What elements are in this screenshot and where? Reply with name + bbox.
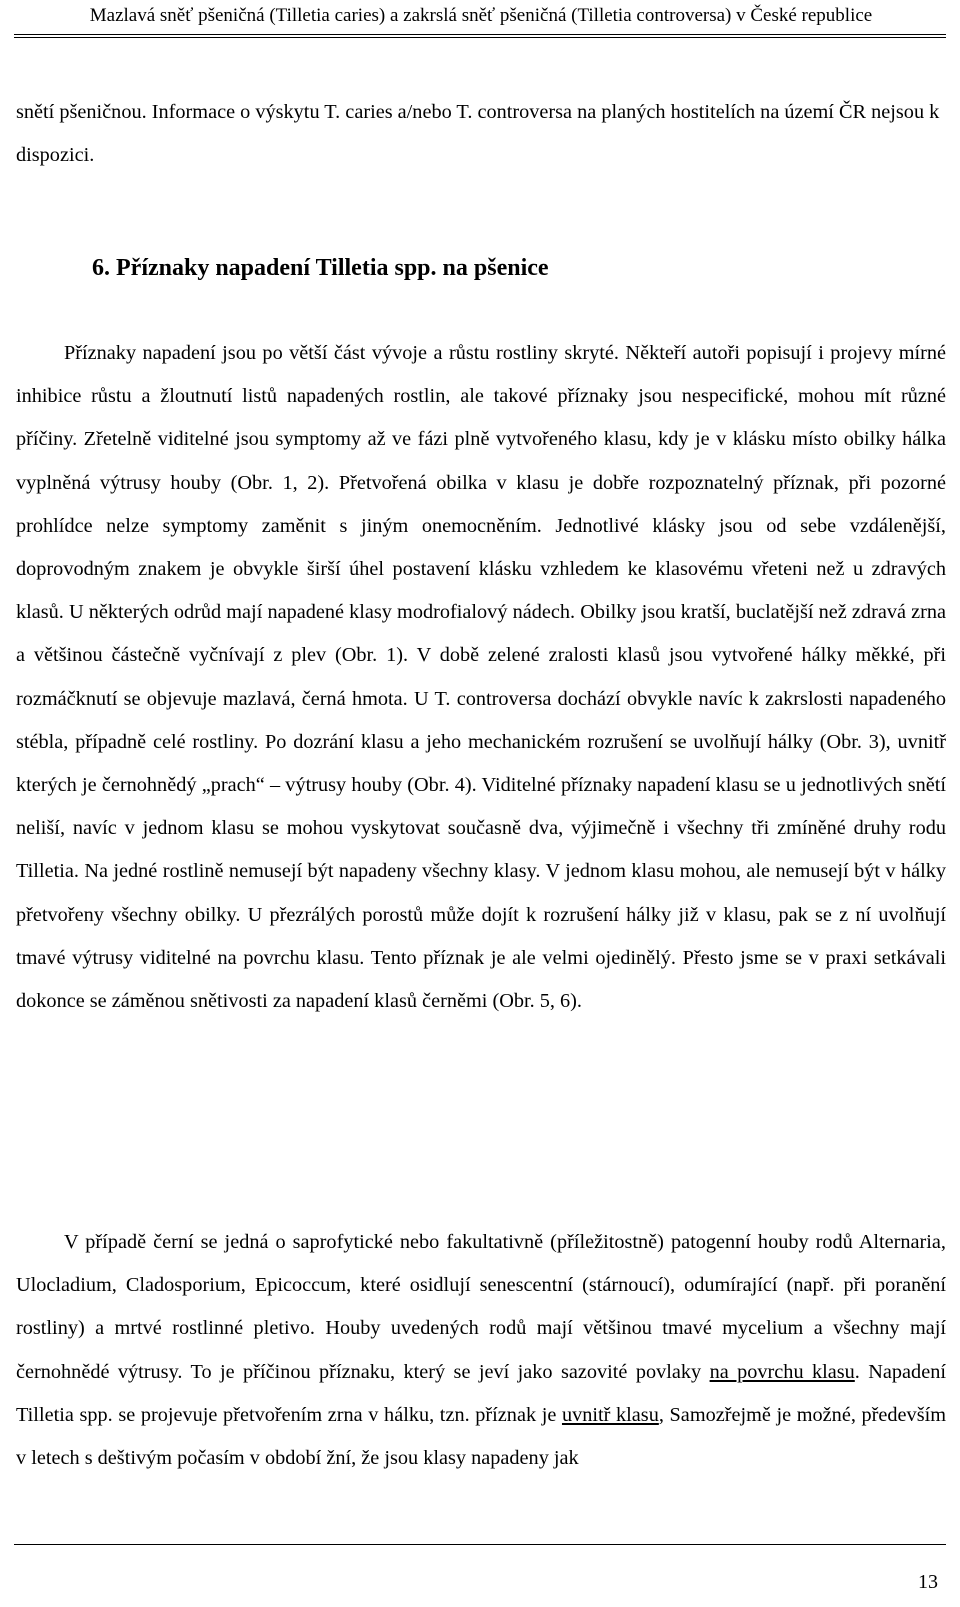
- intro-paragraph: snětí pšeničnou. Informace o výskytu T. caries a/nebo T. controversa na planých hostitelích na území ČR nejsou k dispozici.: [16, 101, 940, 167]
- header-rule-top: [14, 34, 946, 35]
- paragraph-black-moulds: [16, 1221, 946, 1480]
- footer-rule: [14, 1544, 946, 1545]
- underlined-phrase-inside: uvnitř klasu: [561, 1403, 659, 1426]
- paragraph-text-part2: . Napadení Tilletia spp. se projevuje přetvořením zrna v hálku, tzn. příznak je: [16, 1360, 946, 1426]
- paragraph-text-part3: , Samozřejmě je možné, především v letech s deštivým počasím v období žní, že jsou klasy napadeny jak: [16, 1403, 946, 1470]
- underlined-phrase-surface: na povrchu klasu: [709, 1360, 855, 1383]
- page-number: 13: [918, 1571, 938, 1593]
- paragraph-symptoms: Příznaky napadení jsou po větší část vývoje a růstu rostliny skryté. Někteří autoři popisují i projevy mírné inhibice růstu a žloutnutí listů napadených rostlin, ale takové příznaky jsou nespecifické, mohou mít různé příčiny. Zřetelně viditelné jsou symptomy až ve fázi plně vytvořeného klasu, kdy je v klásku místo obilky hálka vyplněná výtrusy houby (Obr. 1, 2). Přetvořená obilka v klasu je dobře rozpoznatelný příznak, při pozorné prohlídce nelze symptomy zaměnit s jiným onemocněním. Jednotlivé klásky jsou od sebe vzdálenější, doprovodným znakem je obvykle širší úhel postavení klásku vzhledem ke klasovému vřeteni než u zdravých klasů. U některých odrůd mají napadené klasy modrofialový nádech. Obilky jsou kratší, buclatější než zdravá zrna a většinou částečně vyčnívají z plev (Obr. 1). V době zelené zralosti klasů jsou vytvořené hálky měkké, při rozmáčknutí se objevuje mazlavá, černá hmota. U T. controversa dochází obvykle navíc k zakrslosti napadeného stébla, případně celé rostliny. Po dozrání klasu a jeho mechanickém rozrušení se uvolňují hálky (Obr. 3), uvnitř kterých je černohnědý „prach“ – výtrusy houby (Obr. 4). Viditelné příznaky napadení klasu se u jednotlivých snětí neliší, navíc v jednom klasu se mohou vyskytovat současně dva, výjimečně i všechny tři zmíněné druhy rodu Tilletia. Na jedné rostlině nemusejí být napadeny všechny klasy. V jednom klasu mohou, ale nemusejí být v hálky přetvořeny všechny obilky. U přezrálých porostů může dojít k rozrušení hálky již v klasu, pak se z ní uvolňují tmavé výtrusy viditelné na povrchu klasu. Tento příznak je ale velmi ojedinělý. Přesto jsme se v praxi setkávali dokonce se záměnou snětivosti za napadení klasů černěmi (Obr. 5, 6).: [16, 342, 946, 1013]
- paragraph-text-part1: V případě černí se jedná o saprofytické nebo fakultativně (příležitostně) patogenní houby rodů Alternaria, Ulocladium, Cladosporium, Epicoccum, které osidlují senescentní (stárnoucí), odumírající (např. při poranění rostliny) a mrtvé rostlinné pletivo. Houby uvedených rodů mají většinou tmavé mycelium a všechny mají černohnědé výtrusy. To je příčinou příznaku, který se jeví jako sazovité povlaky: [16, 1231, 946, 1383]
- section-heading: 6. Příznaky napadení Tilletia spp. na pšenice: [92, 255, 549, 281]
- running-header: Mazlavá sněť pšeničná (Tilletia caries) a zakrslá sněť pšeničná (Tilletia controversa) v České republice: [89, 5, 873, 26]
- header-rule-bottom: [14, 37, 946, 38]
